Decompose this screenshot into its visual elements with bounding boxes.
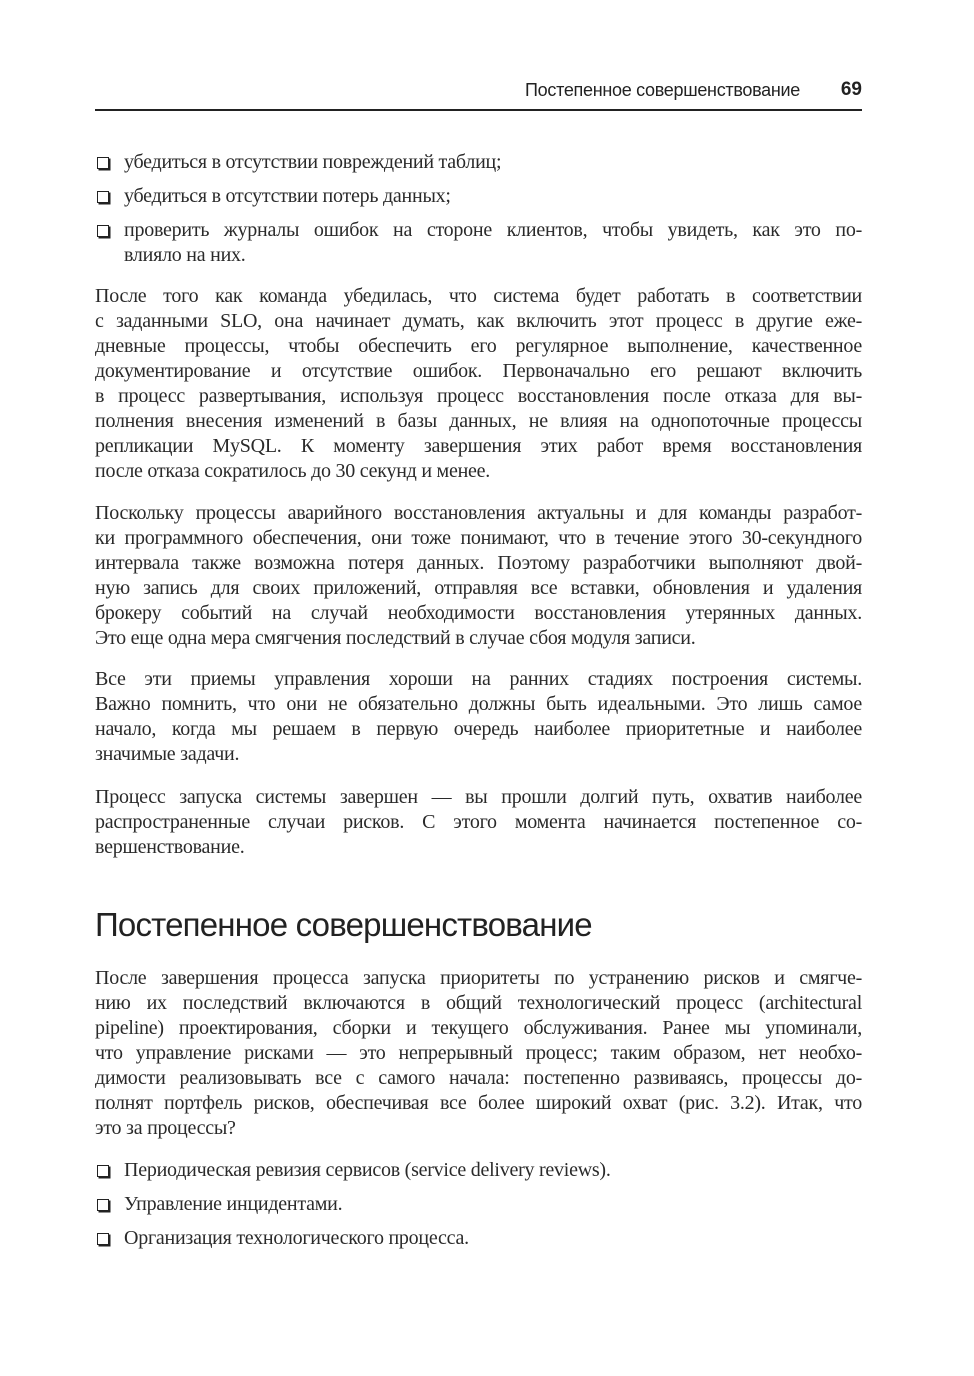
bullet-item xyxy=(95,1158,862,1183)
bullet-item xyxy=(95,218,862,268)
running-header xyxy=(95,78,862,108)
text-line: Поскольку процессы аварийного восстановления актуальны и для команды разработ- xyxy=(95,502,862,524)
text-line: с заданными SLO, она начинает думать, как включить этот процесс в другие еже- xyxy=(95,310,862,332)
checkbox-bullet-icon xyxy=(97,1199,109,1211)
checkbox-bullet-icon xyxy=(97,225,109,237)
text-line: в процесс развертывания, используя процесс восстановления после отказа для вы- xyxy=(95,385,862,407)
text-line: значимые задачи. xyxy=(95,743,240,765)
bullet-text xyxy=(124,1192,862,1217)
text-line: документирование и отсутствие ошибок. Первоначально его решают включить xyxy=(95,360,862,382)
checkbox-bullet-icon xyxy=(97,157,109,169)
text-line: ки программного обеспечения, они тоже понимают, что в течение этого 30-секундного xyxy=(95,527,862,549)
text-line: Это еще одна мера смягчения последствий в случае сбоя модуля записи. xyxy=(95,627,696,649)
text-line: Организация технологического процесса. xyxy=(124,1227,469,1249)
bullet-item xyxy=(95,184,862,209)
text-line: распространенные случаи рисков. С этого момента начинается постепенное со- xyxy=(95,811,862,833)
bullet-text xyxy=(124,184,862,209)
text-line: репликации MySQL. К моменту завершения этих работ время восстановления xyxy=(95,435,862,457)
bullet-text xyxy=(124,1226,862,1251)
text-line: убедиться в отсутствии повреждений таблиц; xyxy=(124,151,502,173)
checkbox-bullet-icon xyxy=(97,1233,109,1245)
paragraph xyxy=(95,966,862,1141)
text-line: вершенствование. xyxy=(95,836,245,858)
paragraph xyxy=(95,785,862,860)
text-line: дневные процессы, чтобы обеспечить его регулярное выполнение, качественное xyxy=(95,335,862,357)
bullet-item xyxy=(95,150,862,175)
text-line: что управление рисками — это непрерывный процесс; таким образом, нет необхо- xyxy=(95,1042,862,1064)
text-line: Процесс запуска системы завершен — вы прошли долгий путь, охватив наиболее xyxy=(95,786,862,808)
text-line: После завершения процесса запуска приоритеты по устранению рисков и смягче- xyxy=(95,967,862,989)
text-line: Важно помнить, что они не обязательно должны быть идеальными. Это лишь самое xyxy=(95,693,862,715)
text-line: брокеру событий на случай необходимости восстановления утерянных данных. xyxy=(95,602,862,624)
paragraph xyxy=(95,284,862,484)
bullet-item xyxy=(95,1192,862,1217)
paragraph xyxy=(95,501,862,651)
checkbox-bullet-icon xyxy=(97,1165,109,1177)
text-line: pipeline) проектирования, сборки и текущего обслуживания. Ранее мы упоминали, xyxy=(95,1017,862,1039)
text-line: Все эти приемы управления хороши на ранних стадиях построения системы. xyxy=(95,668,862,690)
text-line: это за процессы? xyxy=(95,1117,236,1139)
text-line: полнения внесения изменений в базы данных, не влияя на однопоточные процессы xyxy=(95,410,862,432)
bullet-item xyxy=(95,1226,862,1251)
text-line: проверить журналы ошибок на стороне клиентов, чтобы увидеть, как это по- xyxy=(124,219,862,241)
running-header-title: Постепенное совершенствование xyxy=(525,80,800,100)
text-line: начало, когда мы решаем в первую очередь наиболее приоритетные и наиболее xyxy=(95,718,862,740)
text-line: Периодическая ревизия сервисов (service delivery reviews). xyxy=(124,1159,611,1181)
text-line: димости реализовывать все с самого начала: постепенно развиваясь, процессы до- xyxy=(95,1067,862,1089)
text-line: интервала также возможна потеря данных. Поэтому разработчики выполняют двой- xyxy=(95,552,862,574)
text-line: убедиться в отсутствии потерь данных; xyxy=(124,185,451,207)
text-line: после отказа сократилось до 30 секунд и менее. xyxy=(95,460,491,482)
section-heading: Постепенное совершенствование xyxy=(95,906,592,943)
text-line: После того как команда убедилась, что система будет работать в соответствии xyxy=(95,285,862,307)
page-number: 69 xyxy=(840,79,862,100)
bullet-text xyxy=(124,218,862,268)
text-line: полнят портфель рисков, обеспечивая все более широкий охват (рис. 3.2). Итак, что xyxy=(95,1092,862,1114)
text-line: ную запись для своих приложений, отправляя все вставки, обновления и удаления xyxy=(95,577,862,599)
text-line: нию их последствий включаются в общий технологический процесс (architectural xyxy=(95,992,862,1014)
bullet-text xyxy=(124,1158,862,1183)
text-line: Управление инцидентами. xyxy=(124,1193,343,1215)
checkbox-bullet-icon xyxy=(97,191,109,203)
paragraph xyxy=(95,667,862,767)
text-line: влияло на них. xyxy=(124,244,246,266)
bullet-text xyxy=(124,150,862,175)
header-rule xyxy=(95,109,862,111)
